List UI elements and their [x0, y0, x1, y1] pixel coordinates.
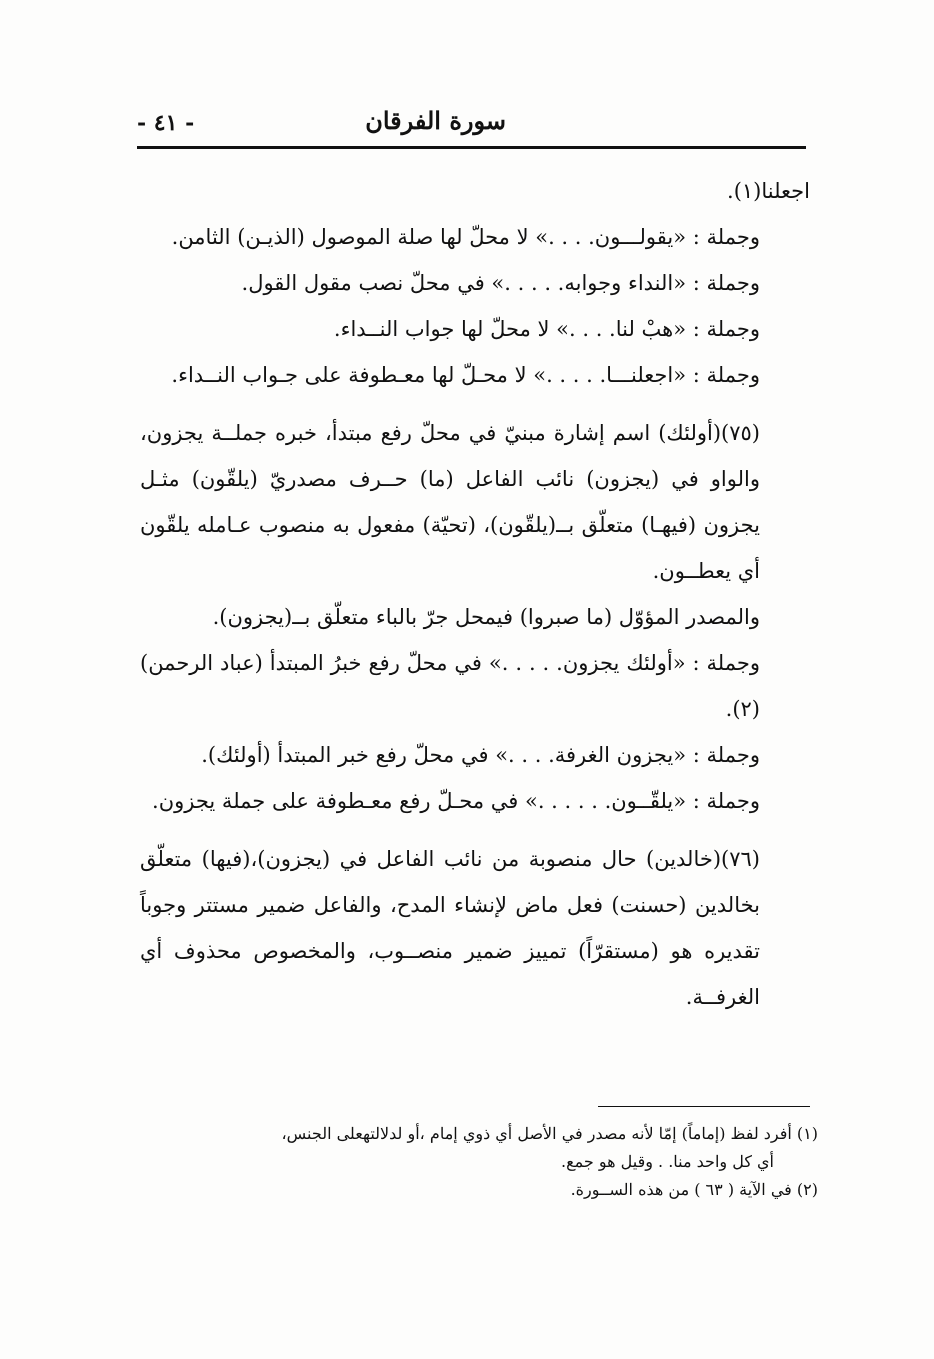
text-line: وجملة : «اجعلنـــا. . . . .» لا محـلّ لها معـطوفة على جـواب النــداء.	[171, 363, 760, 387]
text-line: وجملة : «يقولـــون. . . .» لا محلّ لها صلة الموصول (الذيـن) الثامن.	[171, 225, 760, 249]
footnote-1-continued: أي كل واحد منا. . وقيل هو جمع.	[561, 1152, 774, 1171]
header-rule	[137, 146, 806, 149]
text-line: وجملة : «هبْ لنا. . . .» لا محلّ لها جواب النــداء.	[333, 317, 760, 341]
verse-76-paragraph: (٧٦)(خالدين) حال منصوبة من نائب الفاعل في (يجزون)،(فيها) متعلّق بخالدين (حسنت) فعل ماض لإنشاء المدح، والفاعل ضمير مستتر وجوباً تقديره هو (مستقرّاً) تمييز ضمير منصــوب، والمخصوص محذوف أي الغرفــة.	[140, 847, 760, 1009]
verse-75-paragraph: (٧٥)(أولئك) اسم إشارة مبنيّ في محلّ رفع مبتدأ، خبره جملــة يجزون، والواو في (يجزون) نائب الفاعل (ما) حــرف مصدريّ (يلقّون) مثـل يجزون (فيهـا) متعلّق بــ(يلقّون)، (تحيّة) مفعول به منصوب عـامله يلقّون أي يعطــون.	[140, 421, 760, 583]
main-text	[140, 168, 810, 1020]
text-line: وجملة : «أولئك يجزون. . . . .» في محلّ رفع خبرُ المبتدأ (عباد الرحمن)(٢).	[140, 651, 760, 721]
page-header	[137, 100, 806, 144]
footnote-rule	[598, 1106, 810, 1107]
text-line: وجملة : «النداء وجوابه. . . . .» في محلّ نصب مقول القول.	[241, 271, 760, 295]
text-line: وجملة : «يجزون الغرفة. . . .» في محلّ رفع خبر المبتدأ (أولئك).	[201, 743, 760, 767]
text-line: وجملة : «يلقّــون. . . . . .» في محـلّ رفع معـطوفة على جملة يجزون.	[152, 789, 760, 813]
footnote-1: (١) أفرد لفظ (إماماً) إمّا لأنه مصدر في الأصل أي ذوي إمام ،أو لدلالتهعلى الجنس،	[281, 1124, 818, 1143]
chapter-title: سورة الفرقان	[365, 106, 506, 135]
text-line: اجعلنا(١).	[727, 179, 810, 203]
footnotes	[160, 1120, 818, 1204]
text-line: والمصدر المؤوّل (ما صبروا) فيمحل جرّ بالباء متعلّق بــ(يجزون).	[212, 605, 760, 629]
footnote-2: (٢) في الآية ( ٦٣ ) من هذه الســورة.	[570, 1180, 818, 1199]
page-number: - ٤١ -	[137, 110, 195, 136]
